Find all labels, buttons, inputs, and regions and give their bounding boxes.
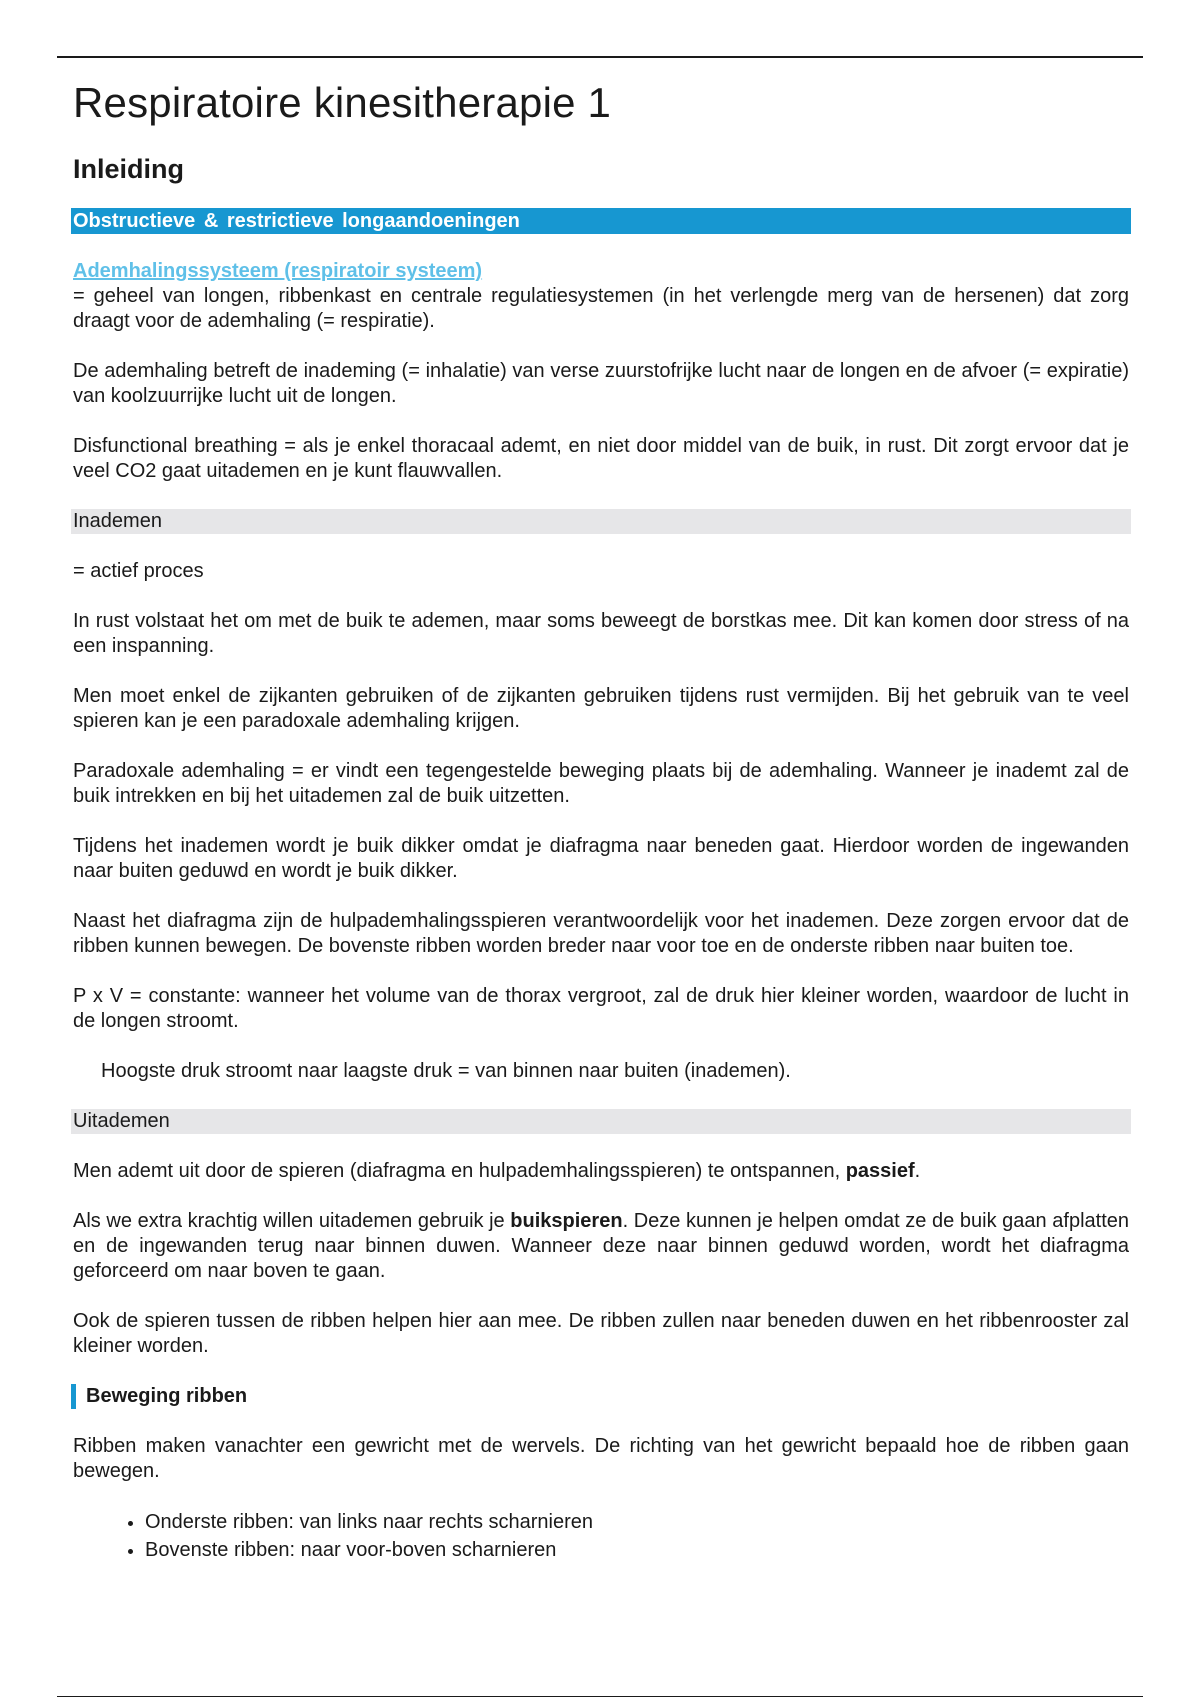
uitademen-paragraph — [73, 1159, 1129, 1184]
bottom-rule — [57, 1696, 1143, 1697]
intro-paragraph: De ademhaling betreft de inademing (= inhalatie) van verse zuurstofrijke lucht naar de longen en de afvoer (= expiratie) van koolzuurrijke lucht uit de longen. — [73, 360, 1129, 407]
document-page — [73, 70, 1129, 1564]
document-title: Respiratoire kinesitherapie 1 — [73, 79, 612, 126]
section-heading: Inleiding — [73, 154, 184, 184]
inademen-paragraph: Paradoxale ademhaling = er vindt een tegengestelde beweging plaats bij de ademhaling. Wanneer je inademt zal de buik intrekken en bij het uitademen zal de buik uitzetten. — [73, 760, 1129, 807]
uitademen-text-end: . Deze kunnen je helpen omdat ze de buik gaan afplatten en de ingewanden terug naar binnen duwen. Wanneer deze naar binnen geduwd worden, wordt het diafragma geforceerd om naar boven te gaan. — [73, 1210, 1130, 1282]
beweging-paragraph: Ribben maken vanachter een gewricht met de wervels. De richting van het gewricht bepaald hoe de ribben gaan bewegen. — [73, 1435, 1129, 1482]
bold-term-passief: passief — [845, 1160, 915, 1182]
bold-term-buikspieren: buikspieren — [510, 1210, 623, 1232]
inademen-indented-note: Hoogste druk stroomt naar laagste druk = van binnen naar buiten (inademen). — [101, 1060, 791, 1082]
uitademen-text-end: . — [914, 1160, 921, 1182]
inademen-paragraph: = actief proces — [73, 560, 204, 582]
inademen-paragraph: Naast het diafragma zijn de hulpademhalingsspieren verantwoordelijk voor het inademen. Deze zorgen ervoor dat de ribben kunnen bewegen. De bovenste ribben worden breder naar voor toe en de onderste ribben naar buiten toe. — [73, 910, 1129, 957]
uitademen-paragraph — [73, 1209, 1129, 1284]
uitademen-text: Als we extra krachtig willen uitademen gebruik je — [73, 1210, 511, 1232]
inademen-paragraph: In rust volstaat het om met de buik te ademen, maar soms beweegt de borstkas mee. Dit kan komen door stress of na een inspanning. — [73, 610, 1129, 657]
list-item: • Bovenste ribben: naar voor-boven scharnieren — [145, 1536, 1129, 1564]
top-rule — [57, 56, 1143, 58]
beweging-ribben-heading: Beweging ribben — [71, 1384, 1129, 1409]
inademen-paragraph: P x V = constante: wanneer het volume van de thorax vergroot, zal de druk hier kleiner worden, waardoor de lucht in de longen stroomt. — [73, 985, 1129, 1032]
inademen-paragraph: Men moet enkel de zijkanten gebruiken of de zijkanten gebruiken tijdens rust vermijden. Bij het gebruik van te veel spieren kan je een paradoxale ademhaling krijgen. — [73, 685, 1129, 732]
subsection-link-heading[interactable]: Ademhalingssysteem (respiratoir systeem) — [73, 260, 483, 282]
intro-paragraph: Disfunctional breathing = als je enkel thoracaal ademt, en niet door middel van de buik, in rust. Dit zorgt ervoor dat je veel CO2 gaat uitademen en je kunt flauwvallen. — [73, 435, 1129, 482]
intro-paragraph: = geheel van longen, ribbenkast en centrale regulatiesystemen (in het verlengde merg van de hersenen) dat zorg draagt voor de ademhaling (= respiratie). — [73, 285, 1129, 332]
uitademen-heading: Uitademen — [71, 1109, 1131, 1134]
uitademen-text: Men ademt uit door de spieren (diafragma en hulpademhalingsspieren) te ontspannen, — [73, 1160, 846, 1182]
inademen-heading: Inademen — [71, 509, 1131, 534]
uitademen-paragraph: Ook de spieren tussen de ribben helpen hier aan mee. De ribben zullen naar beneden duwen en het ribbenrooster zal kleiner worden. — [73, 1310, 1129, 1357]
blue-section-band: Obstructieve & restrictieve longaandoeningen — [71, 208, 1131, 234]
list-item: • Onderste ribben: van links naar rechts scharnieren — [145, 1508, 1129, 1536]
inademen-paragraph: Tijdens het inademen wordt je buik dikker omdat je diafragma naar beneden gaat. Hierdoor worden de ingewanden naar buiten geduwd en wordt je buik dikker. — [73, 835, 1129, 882]
ribben-bullet-list — [73, 1508, 1129, 1564]
